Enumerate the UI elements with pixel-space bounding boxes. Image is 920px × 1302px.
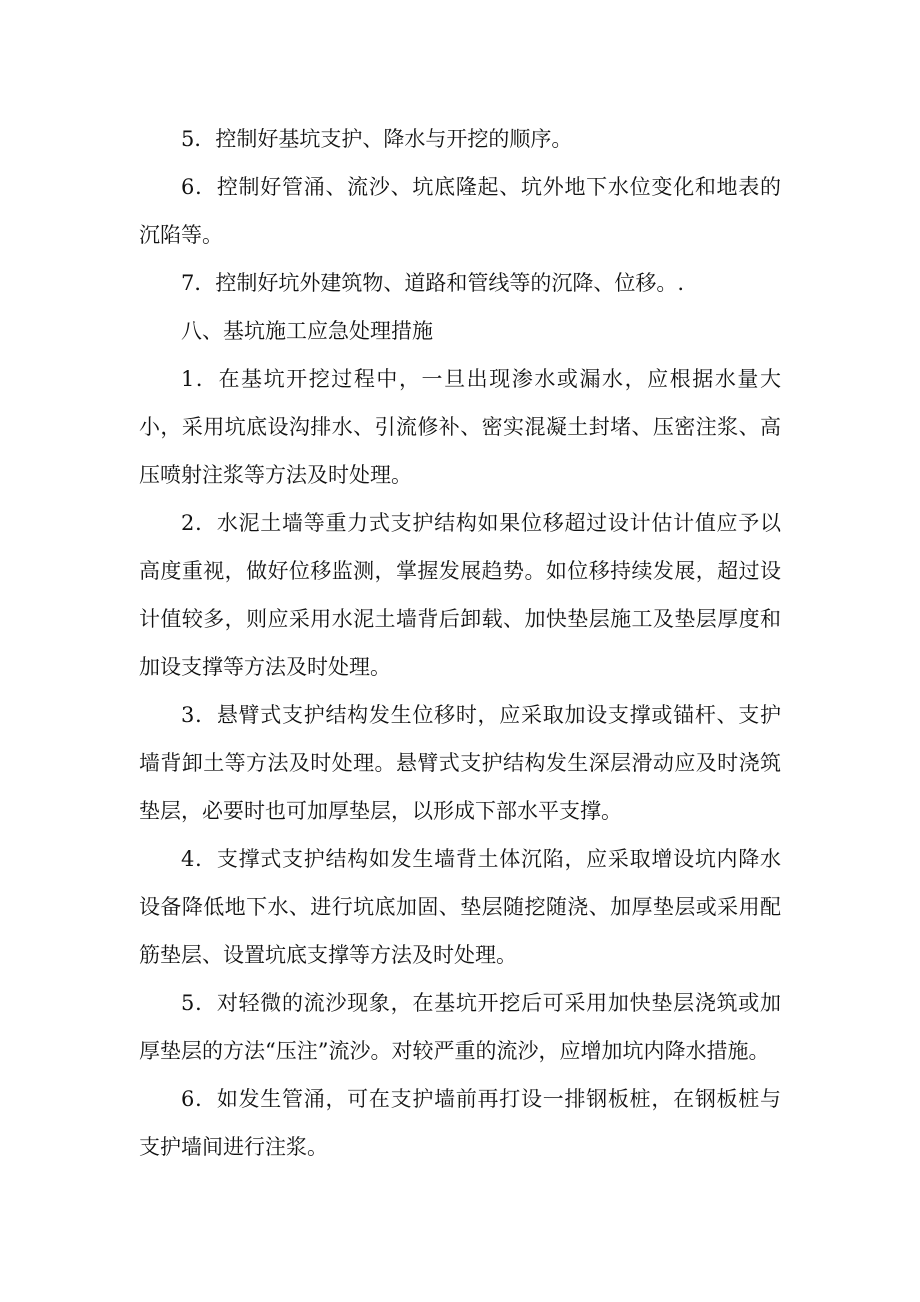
paragraph-emergency-2: 2．水泥土墙等重力式支护结构如果位移超过设计估计值应予以高度重视，做好位移监测，掌握发展趋势。如位移持续发展，超过设计值较多，则应采用水泥土墙背后卸载、加快垫层施工及垫层厚度和加设支撑等方法及时处理。	[139, 511, 781, 679]
paragraph-emergency-6: 6．如发生管涌，可在支护墙前再打设一排钢板桩，在钢板桩与支护墙间进行注浆。	[139, 1087, 781, 1159]
paragraph-item-7-buildings: 7．控制好坑外建筑物、道路和管线等的沉降、位移。.	[181, 271, 685, 295]
paragraph-emergency-4: 4．支撑式支护结构如发生墙背土体沉陷，应采取增设坑内降水设备降低地下水、进行坑底加固、垫层随挖随浇、加厚垫层或采用配筋垫层、设置坑底支撑等方法及时处理。	[139, 847, 781, 967]
paragraph-item-5-sequence: 5．控制好基坑支护、降水与开挖的顺序。	[181, 127, 573, 151]
paragraph-item-6-piping: 6．控制好管涌、流沙、坑底隆起、坑外地下水位变化和地表的沉陷等。	[139, 175, 781, 247]
paragraph-emergency-3: 3．悬臂式支护结构发生位移时，应采取加设支撑或锚杆、支护墙背卸土等方法及时处理。悬臂式支护结构发生深层滑动应及时浇筑垫层，必要时也可加厚垫层，以形成下部水平支撑。	[139, 703, 781, 823]
paragraph-emergency-1: 1．在基坑开挖过程中，一旦出现渗水或漏水，应根据水量大小，采用坑底设沟排水、引流修补、密实混凝土封堵、压密注浆、高压喷射注浆等方法及时处理。	[139, 367, 781, 487]
section-heading-emergency: 八、基坑施工应急处理措施	[181, 319, 433, 343]
paragraph-emergency-5: 5．对轻微的流沙现象，在基坑开挖后可采用加快垫层浇筑或加厚垫层的方法“压注”流沙。对较严重的流沙，应增加坑内降水措施。	[139, 991, 781, 1063]
document-body	[139, 115, 781, 1171]
